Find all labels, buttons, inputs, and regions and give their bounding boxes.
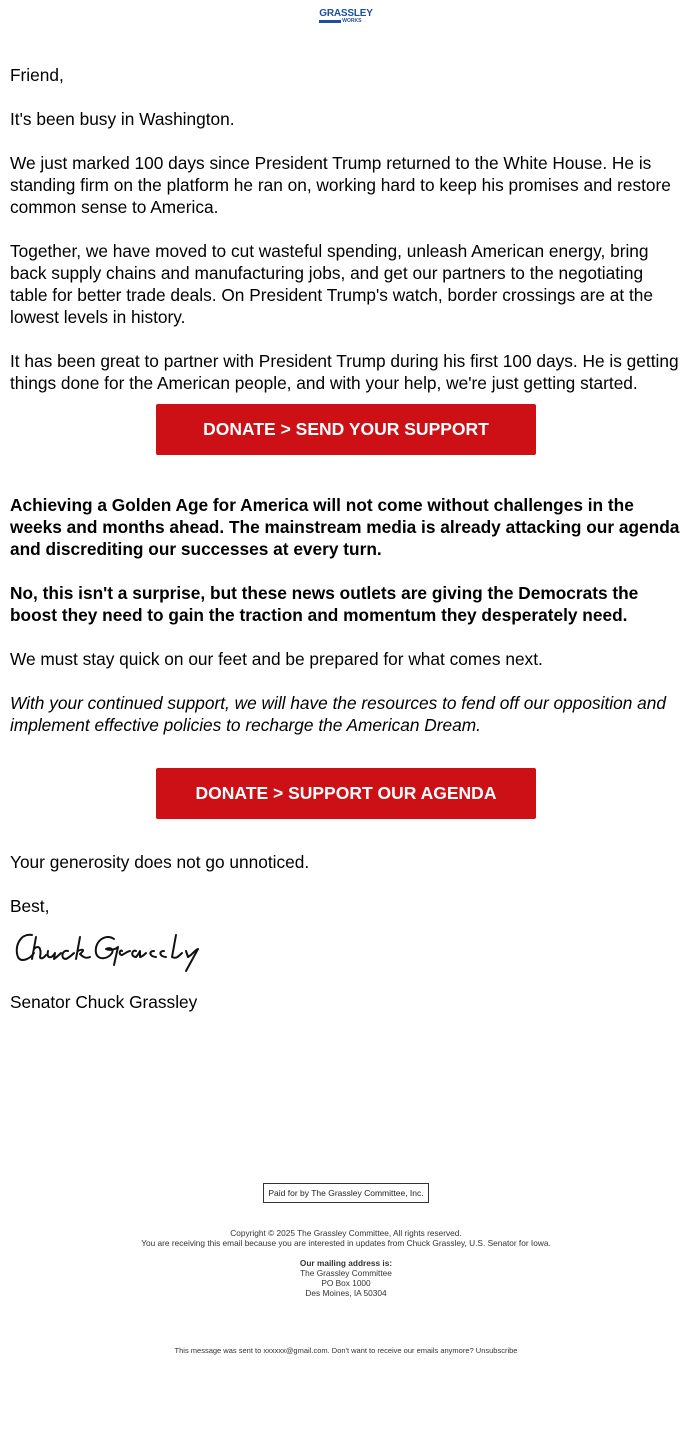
- email-body: [10, 64, 682, 1035]
- closing: Best,: [10, 896, 50, 916]
- footer-legal: [0, 1228, 692, 1298]
- logo-bottom-text: WORKS: [342, 18, 362, 24]
- copyright-text: Copyright © 2025 The Grassley Committee, All rights reserved.: [230, 1228, 462, 1238]
- paragraph: We just marked 100 days since President Trump returned to the White House. He is standing firm on the platform he ran on, working hard to keep his promises and restore common sense to America.: [10, 153, 671, 217]
- greeting: Friend,: [10, 65, 64, 85]
- footer-unsubscribe: [0, 1346, 692, 1356]
- donate-send-support-button[interactable]: DONATE > SEND YOUR SUPPORT: [156, 404, 536, 455]
- grassley-works-logo: [319, 9, 372, 24]
- address-line: The Grassley Committee: [300, 1268, 392, 1278]
- receiving-reason-text: You are receiving this email because you are interested in updates from Chuck Grassley, U.S. Senator for Iowa.: [141, 1238, 551, 1248]
- paragraph: Together, we have moved to cut wasteful spending, unleash American energy, bring back supply chains and manufacturing jobs, and get our partners to the negotiating table for better trade deals. On President Trump's watch, border crossings are at the lowest levels in history.: [10, 241, 654, 327]
- mailing-address-label: Our mailing address is:: [299, 1258, 393, 1268]
- footer: [0, 1183, 692, 1203]
- paragraph: We must stay quick on our feet and be prepared for what comes next.: [10, 649, 543, 669]
- logo: [0, 9, 692, 28]
- paragraph-bold: Achieving a Golden Age for America will not come without challenges in the weeks and months ahead. The mainstream media is already attacking our agenda and discrediting our successes at every turn.: [10, 495, 680, 559]
- sent-to-unsubscribe-text[interactable]: This message was sent to xxxxxx@gmail.com. Don't want to receive our emails anymore? Unsubscribe: [174, 1346, 518, 1355]
- signature-image: [10, 927, 210, 977]
- paragraph-italic: With your continued support, we will have the resources to fend off our opposition and implement effective policies to recharge the American Dream.: [10, 693, 666, 735]
- donate-support-agenda-button[interactable]: DONATE > SUPPORT OUR AGENDA: [156, 768, 536, 819]
- logo-top-text: GRASSLEY: [319, 8, 373, 19]
- paragraph: It has been great to partner with President Trump during his first 100 days. He is getting things done for the American people, and with your help, we're just getting started.: [10, 351, 679, 393]
- address-line: PO Box 1000: [321, 1278, 371, 1288]
- paragraph-bold: No, this isn't a surprise, but these news outlets are giving the Democrats the boost they need to gain the traction and momentum they desperately need.: [10, 583, 639, 625]
- signoff: Senator Chuck Grassley: [10, 992, 198, 1012]
- paid-for-disclaimer: Paid for by The Grassley Committee, Inc.: [263, 1183, 428, 1203]
- address-line: Des Moines, IA 50304: [305, 1288, 387, 1298]
- paragraph: Your generosity does not go unnoticed.: [10, 852, 310, 872]
- paragraph: It's been busy in Washington.: [10, 109, 235, 129]
